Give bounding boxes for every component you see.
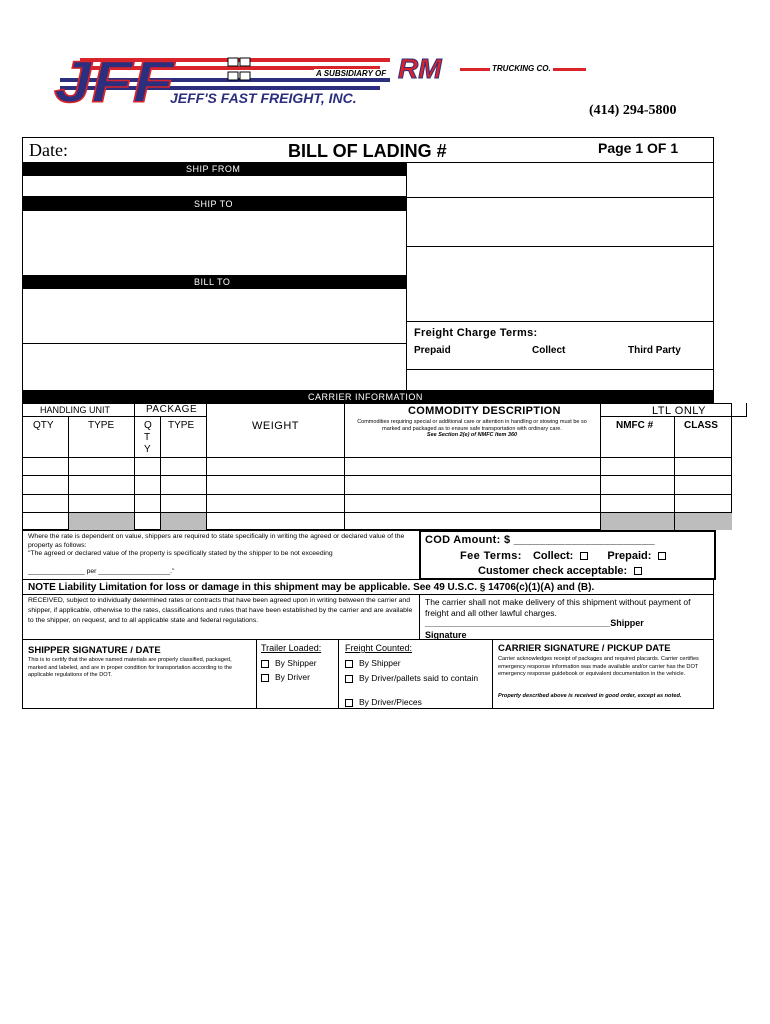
trailer-loaded-title: Trailer Loaded: <box>261 643 322 653</box>
header-handling-unit: HANDLING UNIT <box>40 405 111 415</box>
table-vline <box>68 416 69 530</box>
company-name: JEFF'S FAST FREIGHT, INC. <box>170 90 357 106</box>
bill-to-bar <box>22 275 406 289</box>
cod-amount[interactable]: COD Amount: $ ______________________ <box>425 534 655 546</box>
counted-by-driver-pallets <box>345 672 485 684</box>
bill-to-field[interactable] <box>22 288 407 344</box>
total-cell-class <box>674 512 732 530</box>
fee-collect-label: Collect: <box>532 550 574 562</box>
table-vline <box>600 403 601 530</box>
header-q: Q <box>144 420 152 431</box>
counted-by-shipper <box>345 658 401 668</box>
carrier-good-order: Property described above is received in good order, except as noted. <box>498 693 682 699</box>
freight-terms-prepaid[interactable]: Prepaid <box>414 345 451 356</box>
trailer-by-driver-label: By Driver <box>275 672 310 682</box>
ship-to-bar <box>22 197 406 211</box>
freight-terms-collect[interactable]: Collect <box>532 345 566 356</box>
declared-value-text: Where the rate is dependent on value, shippers are required to state specifically in writing the agreed or declared value of the property as follows: <box>28 533 405 549</box>
header-weight: WEIGHT <box>252 420 299 432</box>
counted-by-driver-pieces <box>345 697 422 707</box>
trailer-by-driver-checkbox[interactable] <box>261 674 269 682</box>
ship-from-field[interactable] <box>22 175 407 197</box>
table-hline <box>22 494 732 495</box>
header-class: CLASS <box>684 420 718 431</box>
subsidiary-text: A SUBSIDIARY OF <box>316 69 387 78</box>
carrier-sig-text: Carrier acknowledges receipt of packages and required placards. Carrier certifies emergency response information was made available and/or carrier has the DOT emergency response guidebook or equivalent documentation in the vehicle. <box>498 656 699 677</box>
ltl-stub <box>746 403 747 416</box>
shipper-signature-line[interactable]: _____________________________________Shipper <box>425 618 644 628</box>
table-hline <box>22 416 206 417</box>
company-logo <box>50 50 590 110</box>
bill-to-field-2[interactable] <box>22 343 407 391</box>
received-text: RECEIVED, subject to individually determined rates or contracts that have been agreed upon in writing between the carrier and shipper, if applicable, otherwise to the rates, classifications and rules that have been established by the carrier and are available to the shipper, on request, and to all applicable state and federal regulations. <box>28 597 413 624</box>
declared-value-per-line[interactable]: _______________ per ___________________." <box>28 568 175 575</box>
table-vline <box>160 416 161 530</box>
shipper-signature-label: Signature <box>425 630 467 640</box>
total-cell-type <box>68 512 134 530</box>
ship-from-label: SHIP FROM <box>186 164 241 174</box>
header-ltl-only: LTL ONLY <box>652 405 706 417</box>
header-pkg-type: TYPE <box>168 420 195 431</box>
table-vline <box>344 403 345 530</box>
table-hline <box>22 457 732 458</box>
fee-terms-row <box>460 550 672 562</box>
header-type: TYPE <box>88 420 115 431</box>
fee-collect-checkbox[interactable] <box>580 552 588 560</box>
ship-to-field[interactable] <box>22 210 407 276</box>
header-commodity: COMMODITY DESCRIPTION <box>408 405 561 417</box>
trailer-by-shipper <box>261 658 317 668</box>
bill-of-lading-title: BILL OF LADING # <box>288 141 447 161</box>
total-cell-pkg-type <box>160 512 206 530</box>
table-vline <box>674 416 675 530</box>
ship-from-bar <box>22 162 406 176</box>
counted-by-shipper-label: By Shipper <box>359 658 401 668</box>
sig-divider <box>492 639 493 709</box>
declared-value-statement: "The agreed or declared value of the property is specifically stated by the shipper to be not exceeding <box>28 550 333 557</box>
right-block-1[interactable] <box>406 162 714 198</box>
fee-prepaid-label: Prepaid: <box>607 550 652 562</box>
header-package: PACKAGE <box>146 404 198 415</box>
shipper-sig-title: SHIPPER SIGNATURE / DATE <box>28 645 161 656</box>
jff-letters: JFF <box>54 50 176 110</box>
sig-divider <box>338 639 339 709</box>
table-vline <box>134 403 135 530</box>
header-t: T <box>144 432 151 443</box>
table-hline <box>22 475 732 476</box>
freight-terms-title: Freight Charge Terms: <box>414 327 538 339</box>
counted-by-driver-pallets-checkbox[interactable] <box>345 675 353 683</box>
table-hline <box>22 512 732 513</box>
trailer-by-driver <box>261 672 310 682</box>
freight-counted-title: Freight Counted: <box>345 643 413 653</box>
counted-by-shipper-checkbox[interactable] <box>345 660 353 668</box>
counted-by-driver-pieces-checkbox[interactable] <box>345 699 353 707</box>
liability-note: NOTE Liability Limitation for loss or damage in this shipment may be applicable. See 49 U.S.C. § 14706(c)(1)(A) and (B). <box>28 582 595 593</box>
shipper-sig-text: This is to certify that the above named materials are properly classified, packaged, marked and labeled, and are in proper condition for transportation according to the applicable regulations of the DOT. <box>28 657 232 678</box>
customer-check-checkbox[interactable] <box>634 567 642 575</box>
phone-number: (414) 294-5800 <box>589 103 677 118</box>
counted-by-driver-pallets-label: By Driver/pallets said to contain <box>359 673 479 683</box>
commodity-note-text: Commodities requiring special or additional care or attention in handling or stowing must be so marked and packaged as to ensure safe transportation with ordinary care. <box>357 419 587 432</box>
ltl-stub <box>732 416 747 417</box>
commodity-section-ref: See Section 2(e) of NMFC Item 360 <box>426 432 518 438</box>
trailer-by-shipper-label: By Shipper <box>275 658 317 668</box>
right-block-2[interactable] <box>406 197 714 247</box>
sig-divider <box>256 639 257 709</box>
header-nmfc: NMFC # <box>616 420 654 431</box>
carrier-info-label: CARRIER INFORMATION <box>308 392 423 402</box>
right-block-4[interactable] <box>406 369 714 391</box>
parent-company-name: TRUCKING CO. <box>492 64 551 73</box>
carrier-info-bar <box>22 391 714 403</box>
bill-to-label: BILL TO <box>194 277 231 287</box>
total-cell-nmfc <box>600 512 674 530</box>
carrier-sig-title: CARRIER SIGNATURE / PICKUP DATE <box>498 643 671 654</box>
freight-terms-third-party[interactable]: Third Party <box>628 345 681 356</box>
rm-logo: RM <box>398 53 442 84</box>
date-label: Date: <box>29 140 68 160</box>
customer-check-row <box>478 565 648 577</box>
page-number: Page 1 OF 1 <box>598 140 679 156</box>
ship-to-label: SHIP TO <box>194 199 234 209</box>
customer-check-label: Customer check acceptable: <box>478 565 628 577</box>
commodity-note <box>350 419 594 439</box>
header-qty: QTY <box>33 420 54 431</box>
carrier-delivery-text: The carrier shall not make delivery of this shipment without payment of freight and all other lawful charges. <box>425 597 691 618</box>
right-block-3[interactable] <box>406 246 714 322</box>
fee-prepaid-checkbox[interactable] <box>658 552 666 560</box>
table-vline <box>206 403 207 530</box>
header-y: Y <box>144 444 151 455</box>
trailer-by-shipper-checkbox[interactable] <box>261 660 269 668</box>
fee-terms-label: Fee Terms: <box>460 550 522 562</box>
counted-by-driver-pieces-label: By Driver/Pieces <box>359 697 422 707</box>
